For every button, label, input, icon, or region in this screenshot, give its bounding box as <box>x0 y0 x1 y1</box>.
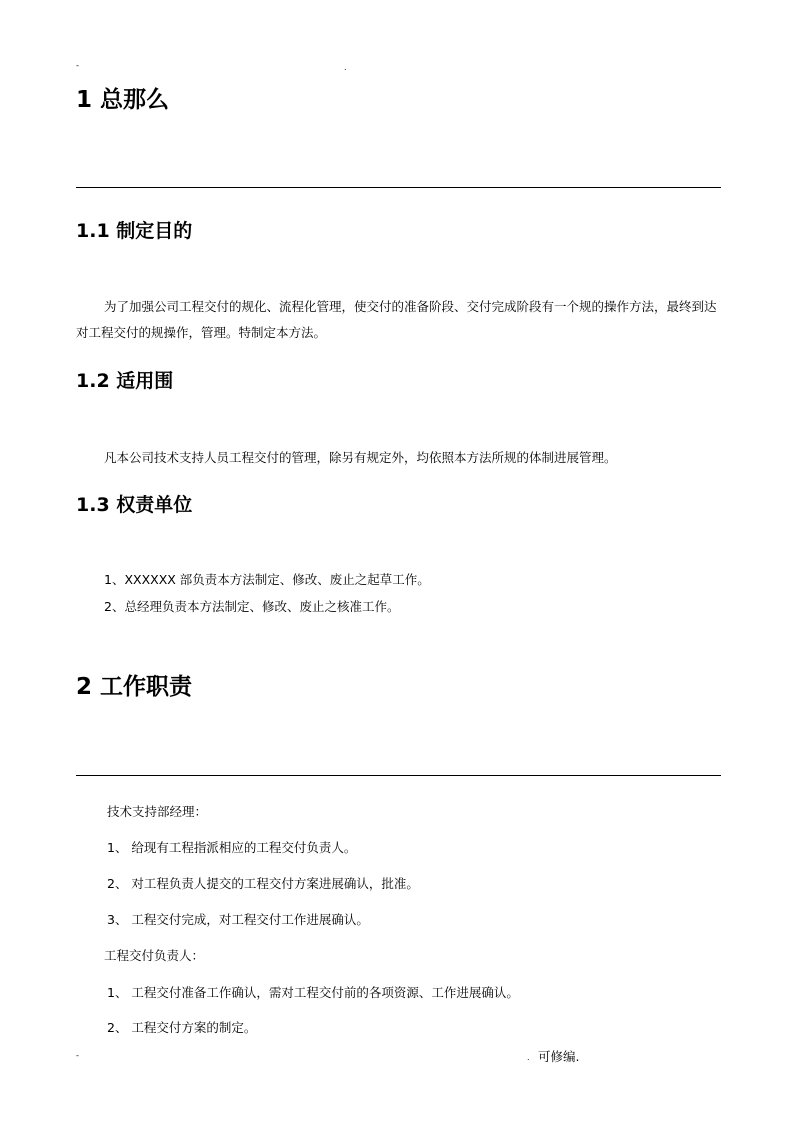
header-center-mark: . <box>344 63 347 72</box>
list-item: 1、XXXXXX 部负责本方法制定、修改、废止之起草工作。 <box>104 572 430 587</box>
list-item: 2、 工程交付方案的制定。 <box>107 1020 257 1035</box>
header-left-mark: - <box>76 61 79 70</box>
manager-heading: 技术支持部经理： <box>107 804 208 819</box>
section-1-3-title: 1.3 权责单位 <box>76 494 193 516</box>
section-2-title: 2 工作职责 <box>76 674 193 700</box>
footer-right-mark: . <box>575 1049 580 1064</box>
list-item: 1、 给现有工程指派相应的工程交付负责人。 <box>107 840 357 855</box>
section-1-1-title: 1.1 制定目的 <box>76 220 193 242</box>
list-item: 1、 工程交付准备工作确认，需对工程交付前的各项资源、工作进展确认。 <box>107 985 519 1000</box>
section-1-divider <box>76 187 721 188</box>
footer-left-mark: - <box>76 1051 79 1060</box>
list-item: 3、 工程交付完成，对工程交付工作进展确认。 <box>107 912 369 927</box>
list-item: 2、总经理负责本方法制定、修改、废止之核准工作。 <box>104 599 400 614</box>
section-1-2-title: 1.2 适用围 <box>76 370 174 392</box>
footer-center-mark: . <box>527 1053 530 1062</box>
footer-editable-label <box>538 1049 580 1065</box>
section-2-divider <box>76 775 721 776</box>
list-item: 2、 对工程负责人提交的工程交付方案进展确认，批准。 <box>107 876 419 891</box>
footer-editable-text: 可修编 <box>538 1049 576 1064</box>
section-1-2-paragraph: 凡本公司技术支持人员工程交付的管理，除另有规定外，均依照本方法所规的体制进展管理。 <box>104 450 617 465</box>
section-1-1-paragraph: 为了加强公司工程交付的规化、流程化管理，使交付的准备阶段、交付完成阶段有一个规的操作方法，最终到达对工程交付的规操作，管理。特制定本方法。 <box>76 299 717 340</box>
section-1-title: 1 总那么 <box>76 87 170 113</box>
owner-heading: 工程交付负责人： <box>104 948 205 963</box>
